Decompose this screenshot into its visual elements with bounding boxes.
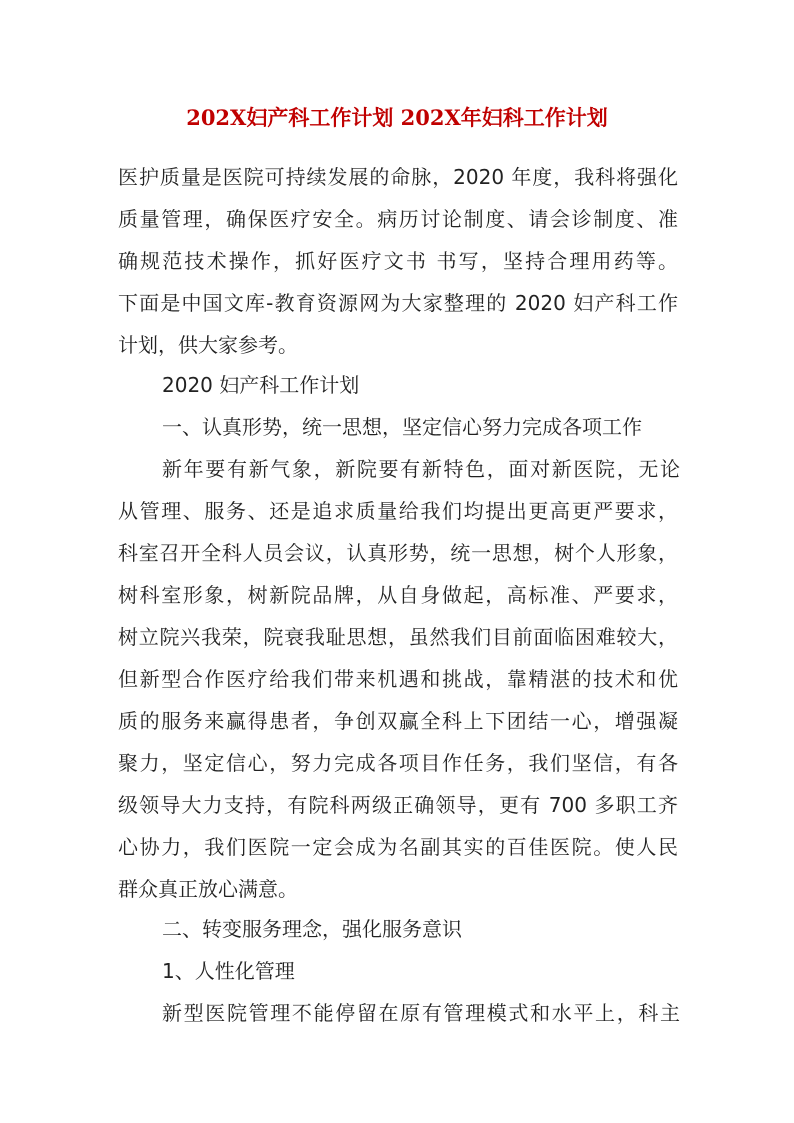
paragraph-line: 质的服务来赢得患者，争创双赢全科上下团结一心，增强凝: [118, 709, 678, 733]
paragraph-line: 树立院兴我荣，院衰我耻思想，虽然我们目前面临困难较大，: [118, 625, 678, 649]
paragraph-line: 确规范技术操作，抓好医疗文书 书写，坚持合理用药等。: [118, 249, 678, 273]
section-heading: 2020 妇产科工作计划: [162, 373, 360, 397]
paragraph-line: 新年要有新气象，新院要有新特色，面对新医院，无论: [162, 457, 680, 481]
paragraph-line: 科室召开全科人员会议，认真形势，统一思想，树个人形象，: [118, 541, 678, 565]
paragraph-line: 但新型合作医疗给我们带来机遇和挑战，靠精湛的技术和优: [118, 667, 678, 691]
paragraph-line: 心协力，我们医院一定会成为名副其实的百佳医院。使人民: [118, 835, 678, 859]
paragraph-line: 聚力，坚定信心，努力完成各项目作任务，我们坚信，有各: [118, 751, 678, 775]
section-heading: 一、认真形势，统一思想，坚定信心努力完成各项工作: [162, 415, 642, 439]
document-title: 202X妇产科工作计划 202X年妇科工作计划: [186, 105, 608, 130]
paragraph-line: 下面是中国文库-教育资源网为大家整理的 2020 妇产科工作: [118, 291, 678, 315]
paragraph-line: 质量管理，确保医疗安全。病历讨论制度、请会诊制度、准: [118, 207, 678, 231]
paragraph-line: 级领导大力支持，有院科两级正确领导，更有 700 多职工齐: [118, 793, 678, 817]
paragraph-line: 计划，供大家参考。: [118, 333, 298, 357]
subsection-heading: 1、人性化管理: [162, 959, 295, 983]
paragraph-line: 从管理、服务、还是追求质量给我们均提出更高更严要求，: [118, 499, 678, 523]
paragraph-line: 医护质量是医院可持续发展的命脉，2020 年度，我科将强化: [118, 165, 678, 189]
paragraph-line: 新型医院管理不能停留在原有管理模式和水平上，科主: [162, 1001, 680, 1025]
section-heading: 二、转变服务理念，强化服务意识: [162, 917, 462, 941]
paragraph-line: 群众真正放心满意。: [118, 877, 298, 901]
paragraph-line: 树科室形象，树新院品牌，从自身做起，高标准、严要求，: [118, 583, 678, 607]
